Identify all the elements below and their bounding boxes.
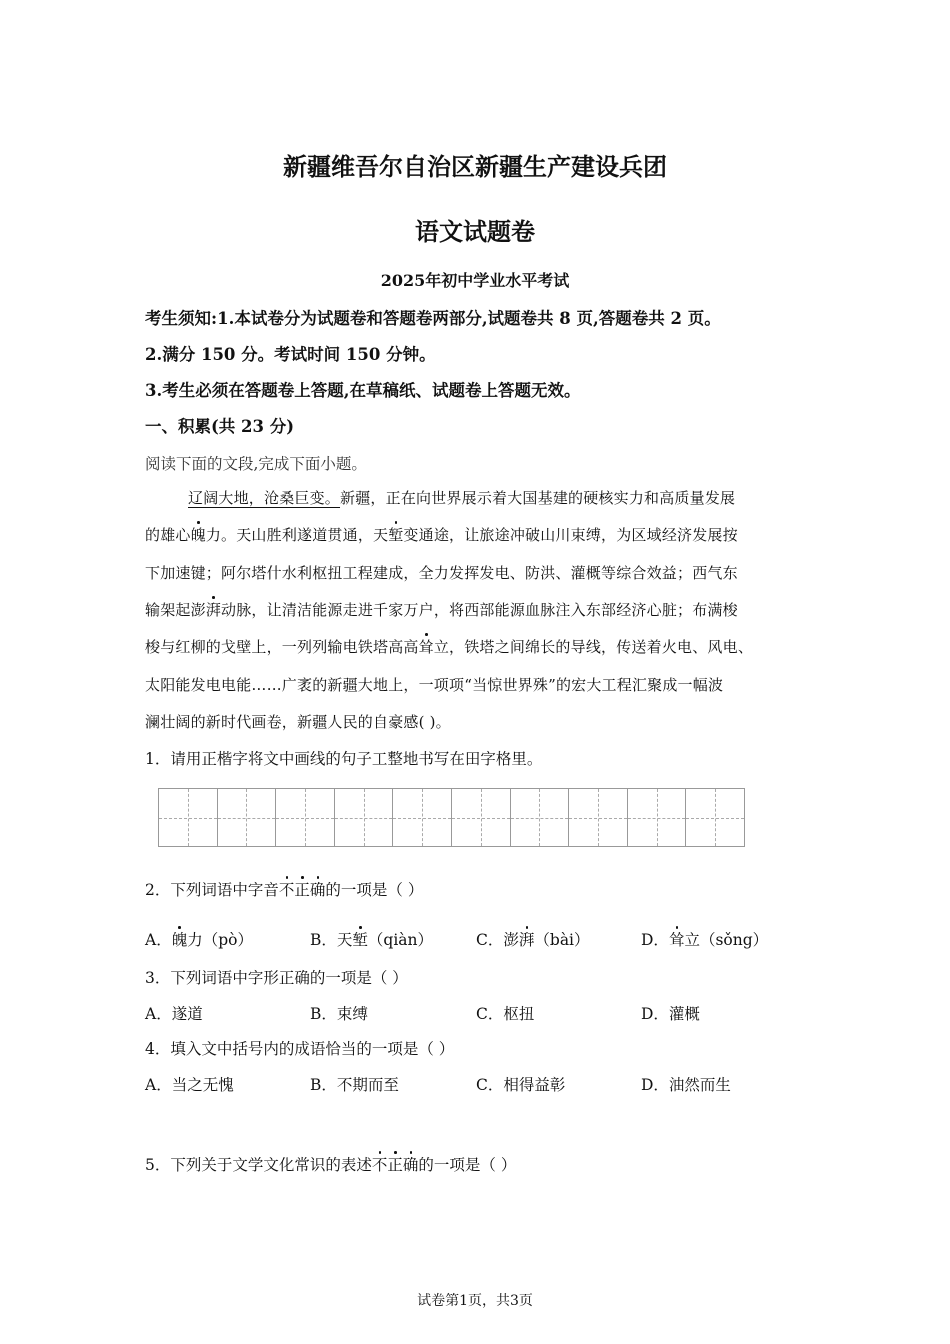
grid-cell[interactable] (335, 789, 394, 846)
text-segment: 动脉，让清洁能源走进千家万户，将西部能源血脉注入东部经济心脏；布满梭 (221, 601, 738, 619)
text-segment: 4．填入文中括号内的成语恰当的一项是（ ） (145, 1040, 455, 1058)
emphasized-char: 确 (402, 1156, 419, 1174)
note-3: 3.考生必须在答题卷上答题,在草稿纸、试题卷上答题无效。 (145, 381, 581, 400)
emphasized-char: 湃 (518, 931, 535, 949)
text-segment: C．相得益彰 (476, 1076, 566, 1094)
emphasized-char: 魄 (171, 931, 188, 949)
text-segment: 梭与红柳的戈壁上，一列列输电铁塔高高 (145, 638, 419, 656)
text-segment: 的一项是（ ） (325, 881, 424, 899)
grid-cell[interactable] (218, 789, 277, 846)
emphasized-char: 不 (371, 1156, 388, 1174)
text-segment: 的雄心 (145, 526, 191, 544)
text-segment: C．澎 (476, 931, 519, 949)
question-3 (145, 971, 408, 987)
tianzige-grid[interactable] (158, 788, 745, 847)
text-segment: 太阳能发电电能……广袤的新疆大地上，一项项“当惊世界殊”的宏大工程汇聚成一幅波 (145, 676, 724, 694)
text-segment: B．天 (310, 931, 353, 949)
passage-line (145, 603, 738, 618)
text-segment: 力。天山胜利遂道贯通，天 (205, 526, 389, 544)
text-segment: D．灌概 (641, 1005, 700, 1023)
emphasized-char: 堑 (388, 526, 404, 544)
text-segment: 新疆，正在向世界展示着大国基建的硬核实力和高质量发展 (340, 489, 736, 507)
option-C[interactable] (476, 933, 590, 949)
option-B[interactable] (310, 1078, 399, 1094)
option-A[interactable] (145, 1078, 234, 1094)
text-segment: 力（pò） (187, 931, 253, 949)
text-segment: 3．下列词语中字形正确的一项是（ ） (145, 969, 408, 987)
text-segment: A．遂道 (145, 1005, 203, 1023)
option-B[interactable] (310, 933, 433, 949)
emphasized-char: 耸 (418, 638, 434, 656)
option-D[interactable] (641, 1007, 700, 1023)
option-D[interactable] (641, 1078, 731, 1094)
emphasized-char: 堑 (352, 931, 368, 949)
text-segment: 澜壮阔的新时代画卷，新疆人民的自豪感( )。 (145, 713, 451, 731)
question-1 (145, 752, 542, 768)
emphasized-char: 魄 (190, 526, 206, 544)
section-heading: 一、积累(共 23 分) (145, 417, 295, 436)
text-segment: 变通途，让旅途冲破山川束缚，为区域经济发展按 (403, 526, 738, 544)
emphasized-char: 正 (387, 1156, 403, 1174)
option-C[interactable] (476, 1007, 534, 1023)
emphasized-char: 耸 (668, 931, 685, 949)
option-D[interactable] (641, 933, 768, 949)
option-C[interactable] (476, 1078, 565, 1094)
question-2 (145, 883, 423, 899)
note-2: 2.满分 150 分。考试时间 150 分钟。 (145, 345, 436, 364)
passage-line (145, 528, 738, 543)
question-5 (145, 1158, 516, 1174)
emphasized-char: 确 (309, 881, 326, 899)
text-segment: 1．请用正楷字将文中画线的句子工整地书写在田字格里。 (145, 750, 543, 768)
passage-line (145, 640, 753, 655)
note-1: 考生须知:1.本试卷分为试题卷和答题卷两部分,试题卷共 8 页,答题卷共 2 页。 (145, 309, 721, 328)
grid-cell[interactable] (159, 789, 218, 846)
option-A[interactable] (145, 1007, 203, 1023)
text-segment: A． (145, 931, 172, 949)
emphasized-char: 湃 (205, 601, 222, 619)
grid-cell[interactable] (452, 789, 511, 846)
reading-instruction: 阅读下面的文段,完成下面小题。 (145, 455, 367, 473)
text-segment: 的一项是（ ） (418, 1156, 517, 1174)
passage-line (145, 566, 738, 581)
text-segment: D． (641, 931, 669, 949)
text-segment: 输架起澎 (145, 601, 206, 619)
text-segment: A．当之无愧 (145, 1076, 234, 1094)
text-segment: （bài） (534, 931, 590, 949)
document-subtitle: 语文试题卷 (415, 217, 535, 246)
grid-cell[interactable] (569, 789, 628, 846)
question-4 (145, 1042, 454, 1058)
underlined-sentence: 辽阔大地，沧桑巨变。 (188, 489, 341, 507)
option-A[interactable] (145, 933, 253, 949)
passage-line (145, 715, 451, 730)
text-segment: 下加速键；阿尔塔什水利枢扭工程建成，全力发挥发电、防洪、灌概等综合效益；西气东 (145, 564, 738, 582)
passage-line (145, 678, 723, 693)
text-segment: 立（sǒng） (684, 931, 769, 949)
text-segment: C．枢扭 (476, 1005, 535, 1023)
text-segment: 2．下列词语中字音 (145, 881, 279, 899)
document-title: 新疆维吾尔自治区新疆生产建设兵团 (283, 152, 667, 181)
text-segment: 5．下列关于文学文化常识的表述 (145, 1156, 372, 1174)
grid-cell[interactable] (686, 789, 744, 846)
emphasized-char: 正 (294, 881, 310, 899)
text-segment: B．不期而至 (310, 1076, 399, 1094)
grid-cell[interactable] (511, 789, 570, 846)
option-B[interactable] (310, 1007, 368, 1023)
text-segment: 立，铁塔之间绵长的导线，传送着火电、风电、 (433, 638, 754, 656)
text-segment: （qiàn） (367, 931, 434, 949)
grid-cell[interactable] (276, 789, 335, 846)
exam-name: 2025年初中学业水平考试 (380, 271, 570, 290)
grid-cell[interactable] (628, 789, 687, 846)
page-footer: 试卷第1页，共3页 (417, 1293, 533, 1309)
grid-cell[interactable] (393, 789, 452, 846)
passage-line (188, 491, 735, 506)
text-segment: B．束缚 (310, 1005, 368, 1023)
emphasized-char: 不 (278, 881, 295, 899)
text-segment: D．油然而生 (641, 1076, 731, 1094)
